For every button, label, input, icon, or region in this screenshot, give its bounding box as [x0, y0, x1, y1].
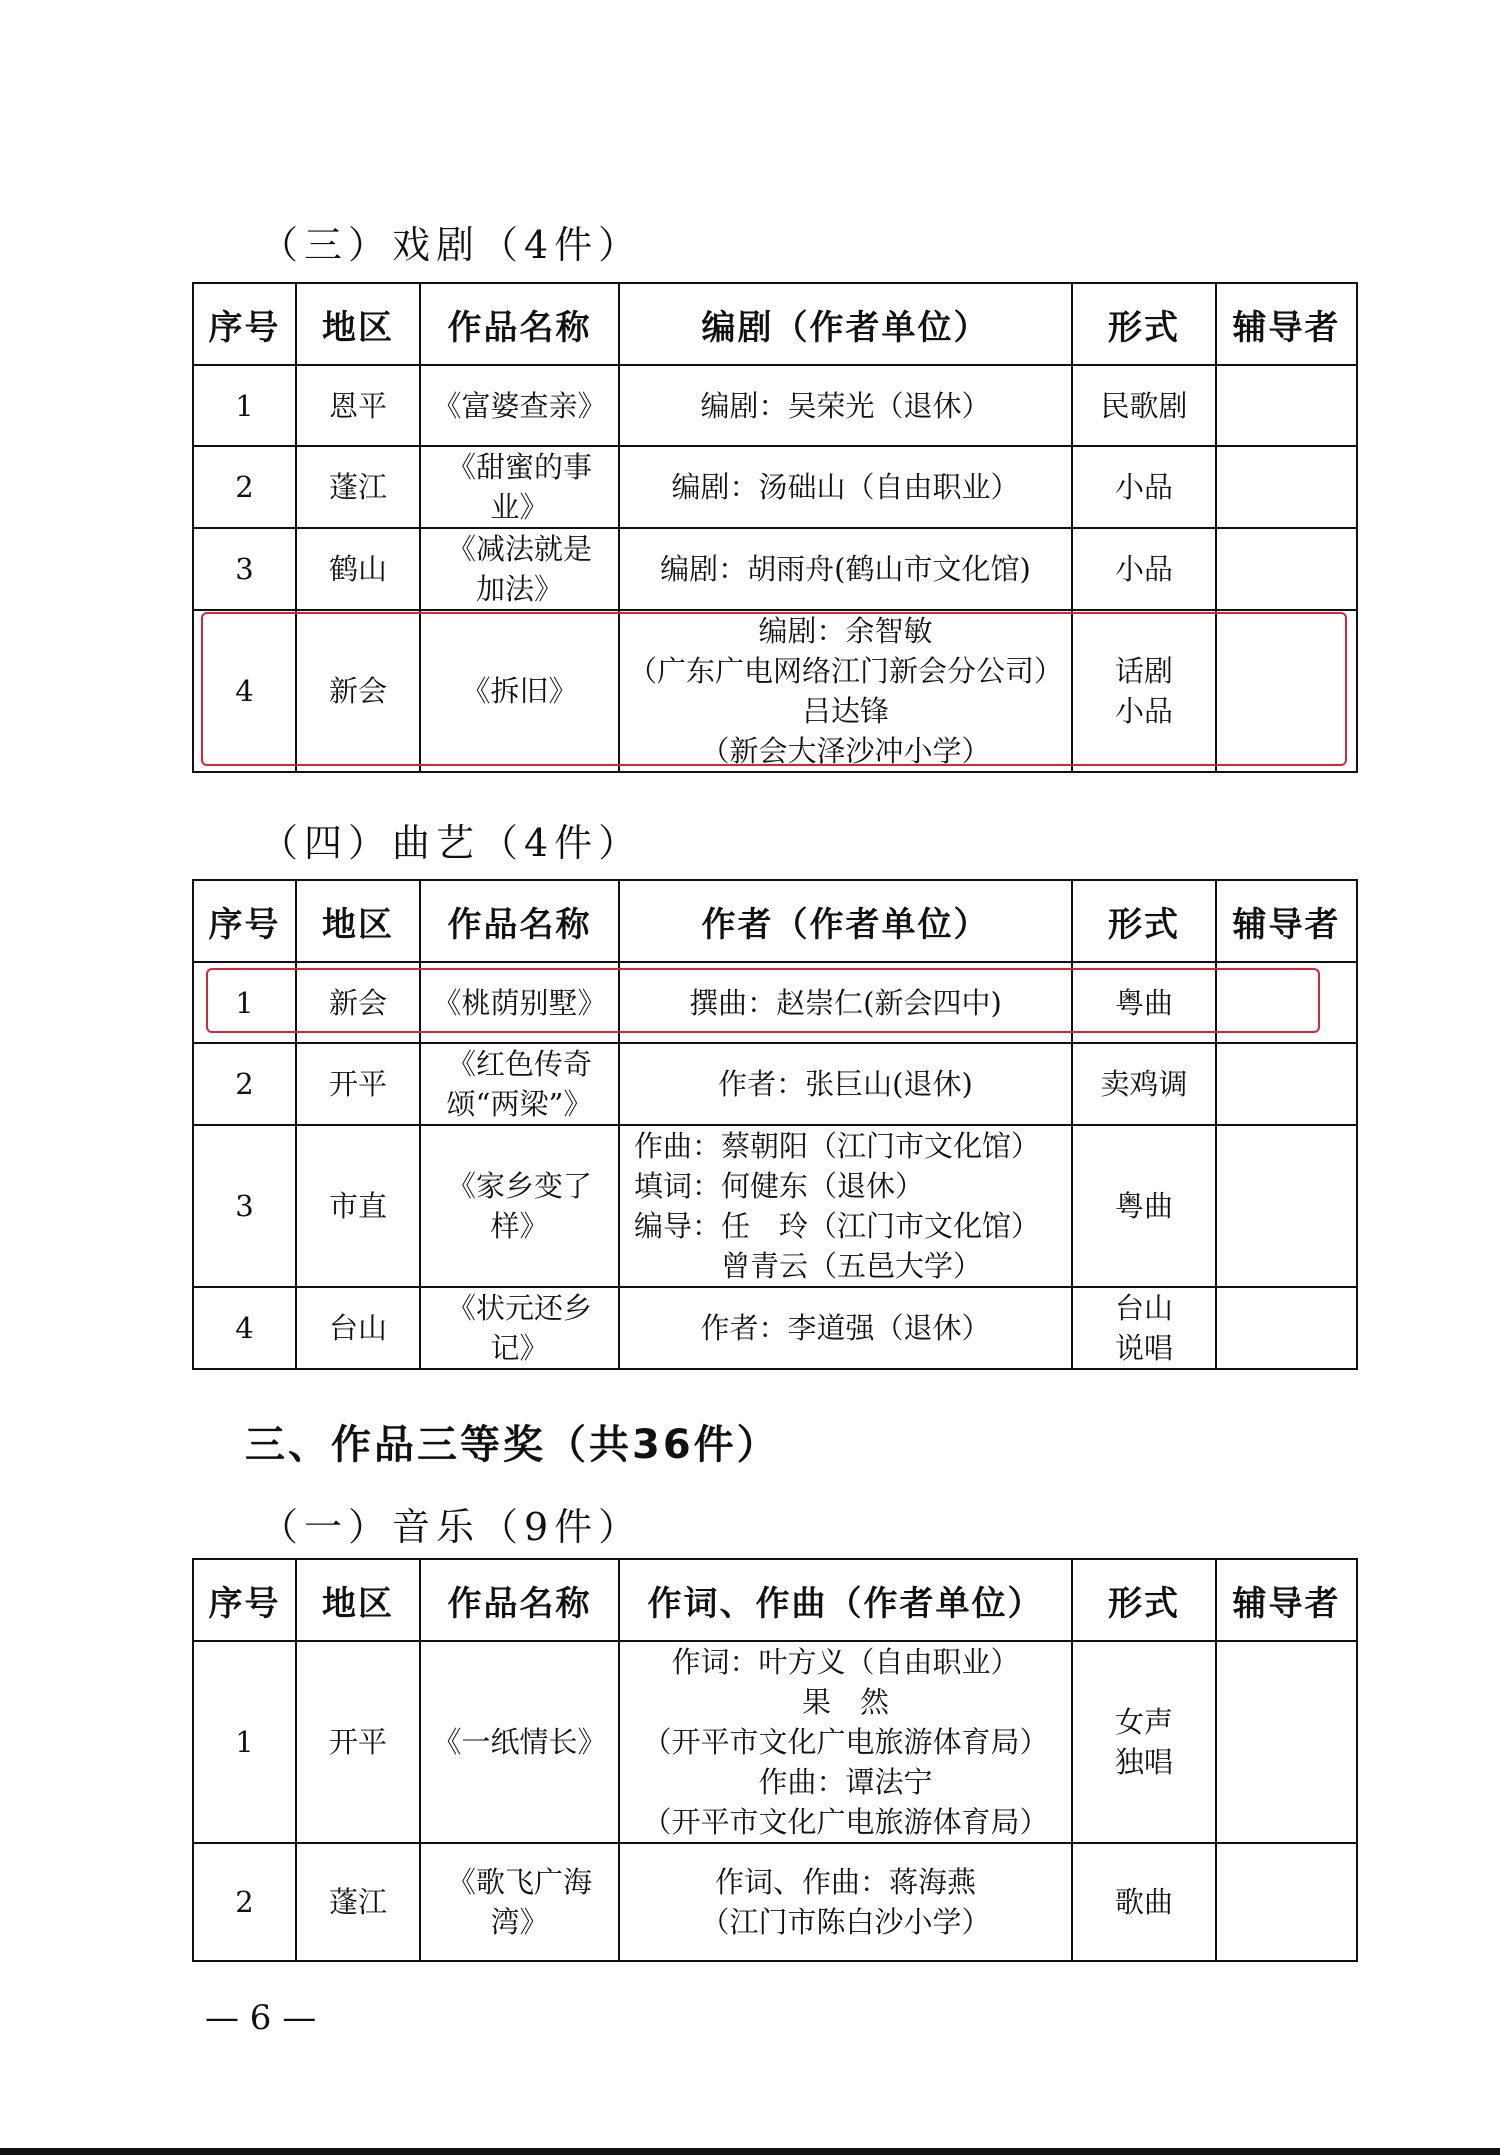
row-form: 卖鸡调 [1072, 1043, 1216, 1125]
row-author: 作者：李道强（退休） [619, 1287, 1072, 1369]
row-region: 市直 [296, 1125, 420, 1287]
row-tutor [1216, 962, 1357, 1043]
header-tutor: 辅导者 [1216, 1559, 1357, 1641]
header-region: 地区 [296, 283, 420, 365]
row-no: 2 [193, 1843, 296, 1961]
table-header-row [193, 283, 1357, 365]
row-region: 新会 [296, 962, 420, 1043]
header-title: 作品名称 [420, 283, 619, 365]
section-title-third-prize: 三、作品三等奖（共36件） [245, 1422, 780, 1468]
row-form: 台山 说唱 [1072, 1287, 1216, 1369]
row-tutor [1216, 1287, 1357, 1369]
row-no: 1 [193, 1641, 296, 1843]
row-region: 蓬江 [296, 446, 420, 528]
header-form: 形式 [1072, 1559, 1216, 1641]
table-row [193, 962, 1357, 1043]
table-row [193, 610, 1357, 772]
row-no: 4 [193, 610, 296, 772]
row-title: 《红色传奇 颂“两梁”》 [420, 1043, 619, 1125]
music-table [192, 1558, 1358, 1962]
row-author: 作曲：蔡朝阳（江门市文化馆） 填词：何健东（退休） 编导：任 玲（江门市文化馆） 曾青云（五邑大学） [619, 1125, 1072, 1287]
header-author: 编剧（作者单位） [619, 283, 1072, 365]
row-title: 《歌飞广海 湾》 [420, 1843, 619, 1961]
row-form: 歌曲 [1072, 1843, 1216, 1961]
row-region: 新会 [296, 610, 420, 772]
header-author: 作者（作者单位） [619, 880, 1072, 962]
row-author: 编剧：汤础山（自由职业） [619, 446, 1072, 528]
row-title: 《桃荫别墅》 [420, 962, 619, 1043]
row-author: 编剧：胡雨舟(鹤山市文化馆) [619, 528, 1072, 610]
table-header-row [193, 1559, 1357, 1641]
bottom-edge-rule [0, 2148, 1500, 2155]
row-title: 《家乡变了 样》 [420, 1125, 619, 1287]
row-title: 《一纸情长》 [420, 1641, 619, 1843]
row-author: 撰曲：赵崇仁(新会四中) [619, 962, 1072, 1043]
row-tutor [1216, 1125, 1357, 1287]
row-tutor [1216, 1641, 1357, 1843]
row-form: 小品 [1072, 446, 1216, 528]
header-form: 形式 [1072, 880, 1216, 962]
row-no: 2 [193, 446, 296, 528]
section-title-music: （一）音乐（9件） [260, 1505, 643, 1549]
row-region: 鹤山 [296, 528, 420, 610]
page-number: — 6 — [205, 1998, 317, 2038]
row-form: 话剧 小品 [1072, 610, 1216, 772]
row-no: 4 [193, 1287, 296, 1369]
row-tutor [1216, 610, 1357, 772]
row-region: 蓬江 [296, 1843, 420, 1961]
header-no: 序号 [193, 880, 296, 962]
table-row [193, 528, 1357, 610]
row-tutor [1216, 528, 1357, 610]
header-tutor: 辅导者 [1216, 283, 1357, 365]
row-no: 1 [193, 962, 296, 1043]
row-region: 开平 [296, 1043, 420, 1125]
row-no: 1 [193, 365, 296, 446]
row-no: 3 [193, 528, 296, 610]
row-no: 2 [193, 1043, 296, 1125]
row-form: 粤曲 [1072, 962, 1216, 1043]
section-title-quyi: （四）曲艺（4件） [260, 821, 643, 865]
header-author: 作词、作曲（作者单位） [619, 1559, 1072, 1641]
row-tutor [1216, 1843, 1357, 1961]
table-row [193, 1043, 1357, 1125]
table-row [193, 1641, 1357, 1843]
row-tutor [1216, 365, 1357, 446]
row-form: 粤曲 [1072, 1125, 1216, 1287]
section-title-drama: （三）戏剧（4件） [260, 223, 643, 267]
row-author: 作者：张巨山(退休) [619, 1043, 1072, 1125]
drama-table [192, 282, 1358, 773]
header-tutor: 辅导者 [1216, 880, 1357, 962]
header-no: 序号 [193, 1559, 296, 1641]
row-region: 恩平 [296, 365, 420, 446]
header-no: 序号 [193, 283, 296, 365]
row-form: 民歌剧 [1072, 365, 1216, 446]
row-title: 《富婆查亲》 [420, 365, 619, 446]
row-region: 开平 [296, 1641, 420, 1843]
table-row [193, 1125, 1357, 1287]
row-author: 作词：叶方义（自由职业） 果 然 （开平市文化广电旅游体育局） 作曲：谭法宁 （开平市文化广电旅游体育局） [619, 1641, 1072, 1843]
row-region: 台山 [296, 1287, 420, 1369]
row-title: 《状元还乡 记》 [420, 1287, 619, 1369]
row-form: 女声 独唱 [1072, 1641, 1216, 1843]
table-row [193, 1843, 1357, 1961]
table-row [193, 446, 1357, 528]
row-title: 《拆旧》 [420, 610, 619, 772]
row-author: 作词、作曲：蒋海燕 （江门市陈白沙小学） [619, 1843, 1072, 1961]
header-form: 形式 [1072, 283, 1216, 365]
quyi-table [192, 879, 1358, 1370]
header-title: 作品名称 [420, 1559, 619, 1641]
row-no: 3 [193, 1125, 296, 1287]
row-tutor [1216, 1043, 1357, 1125]
row-title: 《甜蜜的事 业》 [420, 446, 619, 528]
row-author: 编剧：吴荣光（退休） [619, 365, 1072, 446]
header-title: 作品名称 [420, 880, 619, 962]
table-header-row [193, 880, 1357, 962]
row-title: 《减法就是 加法》 [420, 528, 619, 610]
header-region: 地区 [296, 880, 420, 962]
table-row [193, 1287, 1357, 1369]
row-author: 编剧：余智敏 （广东广电网络江门新会分公司） 吕达锋 （新会大泽沙冲小学） [619, 610, 1072, 772]
row-tutor [1216, 446, 1357, 528]
header-region: 地区 [296, 1559, 420, 1641]
table-row [193, 365, 1357, 446]
row-form: 小品 [1072, 528, 1216, 610]
